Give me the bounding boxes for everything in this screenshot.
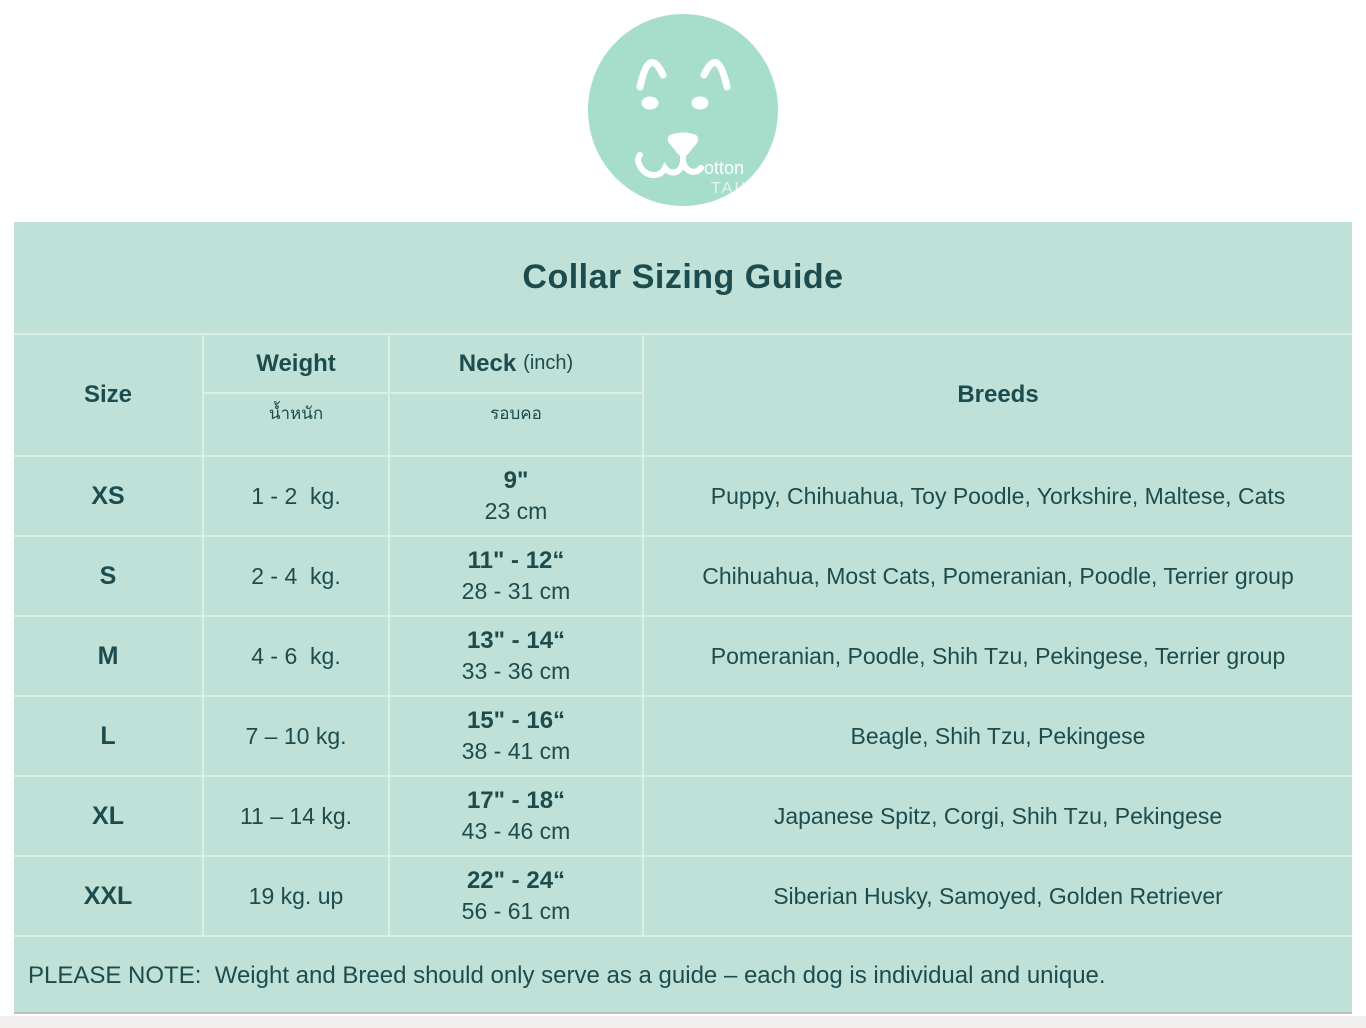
neck-cell bbox=[388, 455, 642, 535]
breeds-cell: Chihuahua, Most Cats, Pomeranian, Poodle, Terrier group bbox=[642, 535, 1352, 615]
neck-header-thai: รอบคอ bbox=[490, 403, 542, 423]
neck-centimeters: 23 cm bbox=[484, 498, 548, 524]
weight-cell: 2 - 4 kg. bbox=[202, 535, 388, 615]
weight-cell: 7 – 10 kg. bbox=[202, 695, 388, 775]
right-eye-icon bbox=[692, 97, 709, 110]
neck-cell bbox=[388, 775, 642, 855]
neck-centimeters: 43 - 46 cm bbox=[461, 818, 571, 844]
size-cell: M bbox=[14, 615, 202, 695]
neck-inches: 17" - 18“ bbox=[466, 787, 566, 814]
breeds-cell: Siberian Husky, Samoyed, Golden Retriever bbox=[642, 855, 1352, 935]
size-cell: XS bbox=[14, 455, 202, 535]
page-title: Collar Sizing Guide bbox=[522, 258, 844, 296]
neck-unit-label: (inch) bbox=[523, 352, 574, 374]
neck-inches: 11" - 12“ bbox=[467, 547, 565, 574]
neck-cell bbox=[388, 855, 642, 935]
sizing-guide-panel bbox=[14, 222, 1352, 1014]
please-note-text: PLEASE NOTE: Weight and Breed should only serve as a guide – each dog is individual and unique. bbox=[14, 935, 1352, 1014]
breeds-cell: Beagle, Shih Tzu, Pekingese bbox=[642, 695, 1352, 775]
weight-header-english: Weight bbox=[204, 335, 388, 394]
brand-text-tail: TAIL bbox=[711, 180, 752, 197]
left-eye-icon bbox=[642, 97, 659, 110]
weight-cell: 4 - 6 kg. bbox=[202, 615, 388, 695]
weight-cell: 1 - 2 kg. bbox=[202, 455, 388, 535]
size-cell: L bbox=[14, 695, 202, 775]
column-header-breeds: Breeds bbox=[642, 333, 1352, 455]
neck-cell bbox=[388, 615, 642, 695]
column-header-size: Size bbox=[14, 333, 202, 455]
size-cell: S bbox=[14, 535, 202, 615]
brand-logo bbox=[588, 13, 778, 207]
column-header-weight bbox=[202, 333, 388, 455]
neck-centimeters: 38 - 41 cm bbox=[461, 738, 571, 764]
sizing-table bbox=[14, 333, 1352, 1014]
weight-header-thai: น้ำหนัก bbox=[268, 403, 324, 423]
neck-cell bbox=[388, 535, 642, 615]
neck-centimeters: 56 - 61 cm bbox=[461, 898, 571, 924]
neck-header-english bbox=[390, 335, 642, 394]
neck-inches: 13" - 14“ bbox=[466, 627, 566, 654]
neck-inches: 22" - 24“ bbox=[466, 867, 566, 894]
breeds-cell: Japanese Spitz, Corgi, Shih Tzu, Pekingese bbox=[642, 775, 1352, 855]
breeds-cell: Puppy, Chihuahua, Toy Poodle, Yorkshire, Maltese, Cats bbox=[642, 455, 1352, 535]
neck-inches: 15" - 16“ bbox=[466, 707, 566, 734]
bottom-margin-strip bbox=[0, 1016, 1366, 1028]
neck-cell bbox=[388, 695, 642, 775]
brand-text: otton bbox=[704, 158, 745, 178]
weight-cell: 11 – 14 kg. bbox=[202, 775, 388, 855]
column-header-neck bbox=[388, 333, 642, 455]
breeds-cell: Pomeranian, Poodle, Shih Tzu, Pekingese, Terrier group bbox=[642, 615, 1352, 695]
neck-centimeters: 33 - 36 cm bbox=[461, 658, 571, 684]
neck-centimeters: 28 - 31 cm bbox=[461, 578, 571, 604]
weight-cell: 19 kg. up bbox=[202, 855, 388, 935]
neck-inches: 9" bbox=[503, 467, 529, 494]
neck-label: Neck bbox=[458, 349, 517, 377]
size-cell: XXL bbox=[14, 855, 202, 935]
dog-face-logo-icon bbox=[588, 13, 778, 207]
size-cell: XL bbox=[14, 775, 202, 855]
